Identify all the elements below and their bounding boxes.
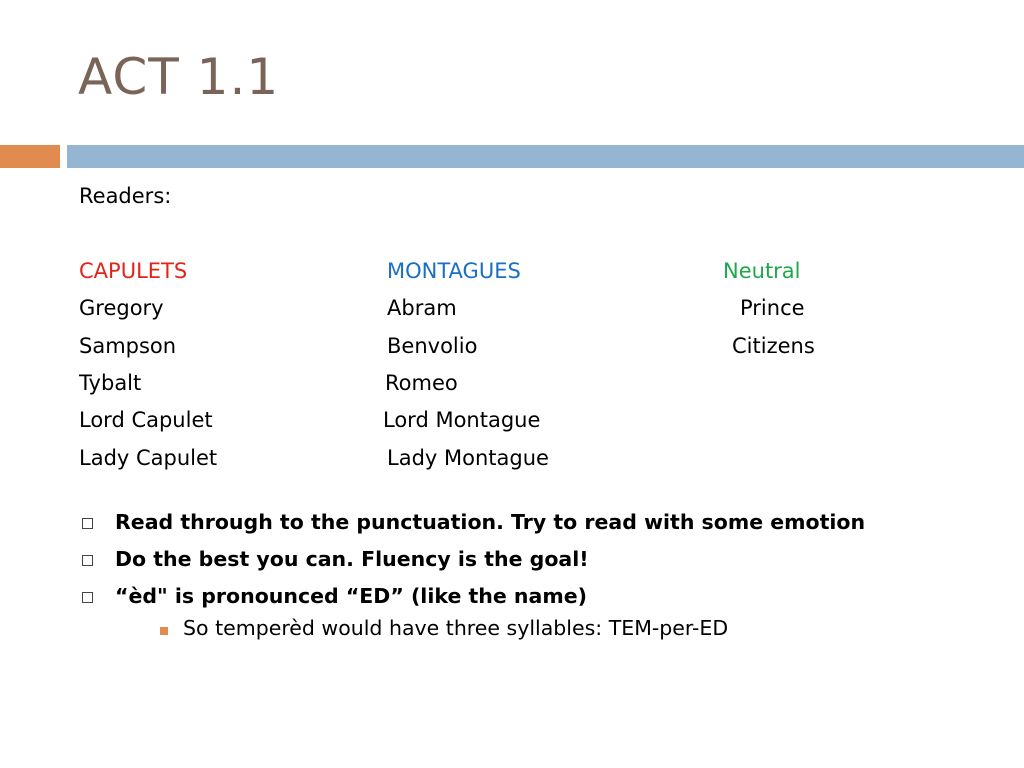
accent-bar-orange: [0, 145, 60, 168]
tip-item: Read through to the punctuation. Try to read with some emotion: [115, 510, 866, 534]
slide-title: ACT 1.1: [78, 48, 280, 106]
bullet-box-icon: [82, 592, 93, 603]
capulet-reader: Tybalt: [79, 371, 142, 395]
montague-reader: Lord Montague: [383, 408, 541, 432]
neutral-reader: Citizens: [732, 334, 815, 358]
tip-item: Do the best you can. Fluency is the goal!: [115, 547, 589, 571]
cast-row: [79, 444, 979, 472]
neutral-header: Neutral: [723, 259, 801, 283]
bullet-box-icon: [82, 555, 93, 566]
sub-tip-item: So temperèd would have three syllables: TEM-per-ED: [183, 616, 729, 640]
cast-header-row: [79, 257, 979, 285]
montague-reader: Romeo: [385, 371, 458, 395]
tip-item: “èd" is pronounced “ED” (like the name): [115, 584, 587, 608]
bullet-box-icon: [82, 518, 93, 529]
capulet-reader: Lady Capulet: [79, 446, 218, 470]
capulet-reader: Lord Capulet: [79, 408, 213, 432]
cast-row: [79, 406, 979, 434]
montagues-header: MONTAGUES: [387, 259, 521, 283]
montague-reader: Abram: [387, 296, 457, 320]
readers-label: Readers:: [79, 184, 172, 208]
montague-reader: Lady Montague: [387, 446, 549, 470]
cast-row: [79, 369, 979, 397]
cast-row: [79, 332, 979, 360]
capulets-header: CAPULETS: [79, 259, 188, 283]
capulet-reader: Gregory: [79, 296, 164, 320]
montague-reader: Benvolio: [387, 334, 478, 358]
accent-bar-blue: [67, 145, 1024, 168]
cast-row: [79, 294, 979, 322]
neutral-reader: Prince: [740, 296, 805, 320]
sub-bullet-square-icon: [160, 627, 168, 635]
capulet-reader: Sampson: [79, 334, 177, 358]
